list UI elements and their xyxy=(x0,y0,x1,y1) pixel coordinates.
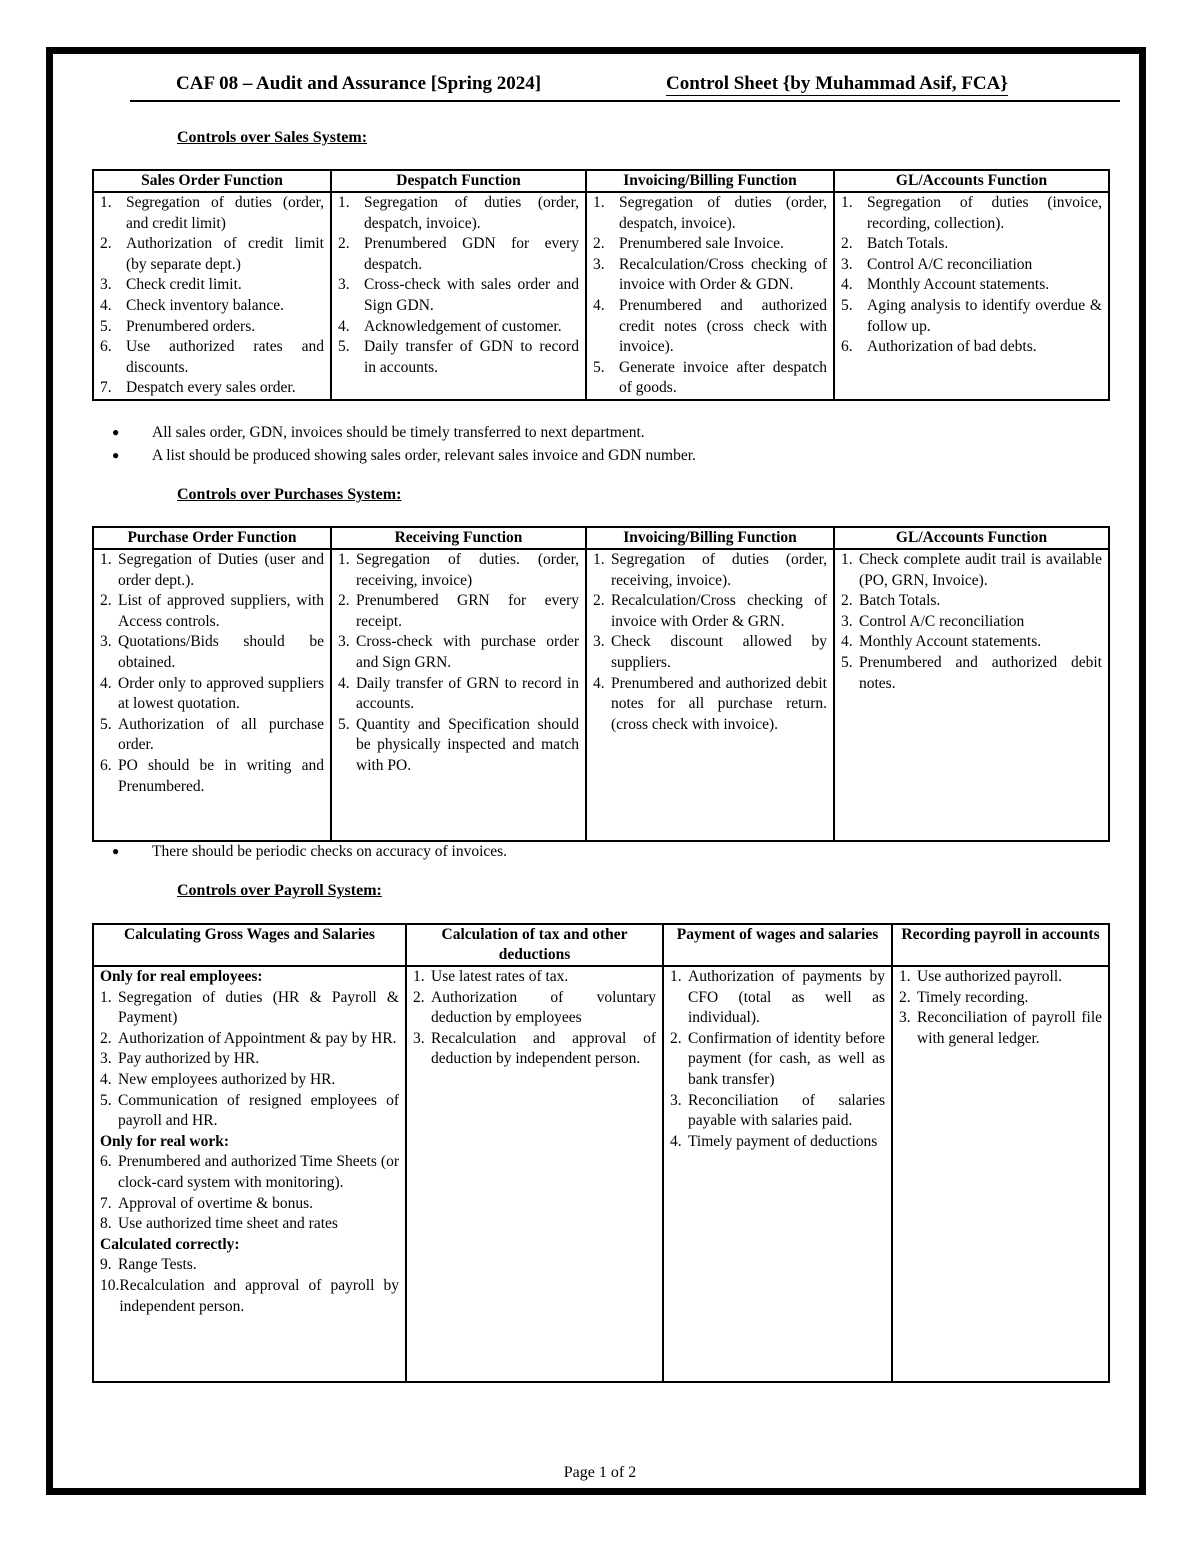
column-heading: Calculation of tax and other deductions xyxy=(406,924,663,966)
item-number: 1. xyxy=(841,551,853,568)
item-text: Segregation of duties (order, despatch, invoice). xyxy=(364,194,579,232)
numbered-list xyxy=(338,550,579,777)
item-text: Check inventory balance. xyxy=(126,296,284,314)
item-number: 1. xyxy=(670,968,682,985)
list-item xyxy=(100,674,324,715)
item-text: Prenumbered orders. xyxy=(126,317,256,335)
item-number: 1. xyxy=(593,194,605,211)
list-item xyxy=(899,967,1102,988)
item-number: 2. xyxy=(100,235,112,253)
item-number: 4. xyxy=(841,633,853,651)
item-number: 3. xyxy=(100,633,112,651)
item-text: Reconciliation of salaries payable with salaries paid. xyxy=(688,1091,885,1130)
list-item xyxy=(593,632,827,673)
list-item xyxy=(338,234,579,275)
item-number: 3. xyxy=(593,255,605,273)
list-item xyxy=(841,591,1102,612)
invoicing-cell xyxy=(586,192,834,400)
list-item xyxy=(338,550,579,591)
purchases-controls-table xyxy=(92,526,1110,842)
item-text: Segregation of duties (HR & Payroll & Payment) xyxy=(118,988,399,1027)
item-text: Authorization of payments by CFO (total as well as individual). xyxy=(688,968,885,1027)
numbered-list xyxy=(593,193,827,399)
list-item xyxy=(100,378,324,399)
item-text: Order only to approved suppliers at lowest quotation. xyxy=(118,674,324,713)
column-heading: Invoicing/Billing Function xyxy=(586,527,834,549)
list-item xyxy=(841,255,1102,276)
group-heading: Only for real employees: xyxy=(100,968,263,985)
item-text: Prenumbered and authorized credit notes (cross check with invoice). xyxy=(619,296,827,356)
item-text: List of approved suppliers, with Access controls. xyxy=(118,592,324,630)
list-item xyxy=(841,275,1102,296)
list-item xyxy=(338,317,579,338)
item-number: 3. xyxy=(338,633,350,651)
tax-deductions-cell xyxy=(406,966,663,1382)
item-text: Batch Totals. xyxy=(867,235,949,253)
list-item xyxy=(100,550,324,591)
list-item xyxy=(338,674,579,715)
numbered-list xyxy=(100,1152,399,1234)
item-number: 2. xyxy=(338,592,350,610)
list-item xyxy=(338,632,579,673)
column-heading: Receiving Function xyxy=(331,527,586,549)
list-item: ● A list should be produced showing sales order, relevant sales invoice and GDN number. xyxy=(112,444,696,467)
item-number: 2. xyxy=(841,592,853,610)
list-item xyxy=(899,1008,1102,1049)
column-heading: GL/Accounts Function xyxy=(834,527,1109,549)
list-item xyxy=(100,1070,399,1091)
column-heading: Invoicing/Billing Function xyxy=(586,170,834,192)
numbered-list xyxy=(413,967,656,1070)
item-number: 2. xyxy=(413,988,425,1006)
item-text: Monthly Account statements. xyxy=(867,276,1050,294)
list-item xyxy=(413,967,656,988)
list-item xyxy=(100,1255,399,1276)
item-number: 7. xyxy=(100,379,112,397)
item-number: 6. xyxy=(100,338,112,356)
list-item xyxy=(841,296,1102,337)
item-text: Segregation of duties (order, despatch, invoice). xyxy=(619,194,827,232)
item-number: 3. xyxy=(841,255,853,273)
item-text: Acknowledgement of customer. xyxy=(364,317,562,335)
numbered-list xyxy=(100,193,324,399)
receiving-cell xyxy=(331,549,586,841)
list-item xyxy=(100,317,324,338)
item-number: 1. xyxy=(338,551,350,568)
item-text: Prenumbered GDN for every despatch. xyxy=(364,235,579,273)
list-item xyxy=(338,715,579,777)
note-text: All sales order, GDN, invoices should be timely transferred to next department. xyxy=(152,424,645,441)
header-sheet-title: Control Sheet {by Muhammad Asif, FCA} xyxy=(666,73,1008,94)
item-number: 3. xyxy=(338,276,350,294)
list-item: ● There should be periodic checks on accuracy of invoices. xyxy=(112,840,507,863)
item-text: Generate invoice after despatch of goods. xyxy=(619,358,827,397)
purchases-notes xyxy=(112,840,507,863)
gl-accounts-cell xyxy=(834,192,1109,400)
list-item xyxy=(413,988,656,1029)
item-number: 4. xyxy=(100,674,112,692)
item-number: 1. xyxy=(100,988,112,1006)
sales-order-cell xyxy=(93,192,331,400)
item-number: 3. xyxy=(100,276,112,294)
item-text: Segregation of duties (invoice, recording, collection). xyxy=(867,194,1102,232)
list-item xyxy=(338,591,579,632)
item-text: Despatch every sales order. xyxy=(126,379,296,397)
list-item xyxy=(100,234,324,275)
list-item xyxy=(841,193,1102,234)
item-number: 4. xyxy=(338,674,350,692)
item-number: 5. xyxy=(100,715,112,733)
item-number: 4. xyxy=(338,317,350,335)
item-number: 3. xyxy=(670,1091,682,1109)
item-text: Monthly Account statements. xyxy=(859,633,1042,651)
item-number: 6. xyxy=(100,1153,112,1171)
numbered-list xyxy=(100,988,399,1132)
item-text: Use latest rates of tax. xyxy=(431,968,569,985)
item-number: 5. xyxy=(338,715,350,733)
item-number: 4. xyxy=(593,296,605,314)
item-number: 6. xyxy=(100,756,112,774)
item-text: Recalculation/Cross checking of invoice with Order & GDN. xyxy=(619,255,827,294)
page-header xyxy=(130,73,1120,102)
column-heading: Calculating Gross Wages and Salaries xyxy=(93,924,406,966)
sales-body-row xyxy=(93,192,1109,400)
list-item xyxy=(841,234,1102,255)
item-text: Segregation of duties (order, receiving, invoice). xyxy=(611,551,827,589)
item-number: 2. xyxy=(593,235,605,253)
numbered-list xyxy=(670,967,885,1152)
note-text: A list should be produced showing sales order, relevant sales invoice and GDN number. xyxy=(152,447,696,464)
item-text: Quantity and Specification should be physically inspected and match with PO. xyxy=(356,715,579,774)
item-text: Segregation of duties (order, and credit limit) xyxy=(126,194,324,232)
item-number: 2. xyxy=(338,235,350,253)
item-text: Approval of overtime & bonus. xyxy=(118,1194,314,1212)
item-text: Authorization of bad debts. xyxy=(867,338,1037,356)
item-text: Prenumbered and authorized debit notes for all purchase return. (cross check with invoice). xyxy=(611,674,827,733)
list-item xyxy=(841,550,1102,591)
list-item xyxy=(100,337,324,378)
item-number: 8. xyxy=(100,1215,112,1233)
invoicing-cell xyxy=(586,549,834,841)
item-text: Confirmation of identity before payment (for cash, as well as bank transfer) xyxy=(688,1029,885,1088)
item-number: 3. xyxy=(593,633,605,651)
item-number: 4. xyxy=(841,276,853,294)
item-text: Check credit limit. xyxy=(126,276,242,294)
page-number: Page 1 of 2 xyxy=(563,1464,637,1481)
column-heading: GL/Accounts Function xyxy=(834,170,1109,192)
list-item xyxy=(670,1029,885,1091)
list-item xyxy=(100,275,324,296)
item-text: Range Tests. xyxy=(118,1256,197,1274)
list-item: ● All sales order, GDN, invoices should be timely transferred to next department. xyxy=(112,421,696,444)
item-text: Segregation of duties. (order, receiving, invoice) xyxy=(356,551,579,589)
item-number: 2. xyxy=(899,988,911,1006)
item-number: 9. xyxy=(100,1256,112,1274)
item-text: Quotations/Bids should be obtained. xyxy=(118,633,324,671)
item-text: Aging analysis to identify overdue & follow up. xyxy=(867,296,1102,335)
item-number: 4. xyxy=(100,1070,112,1088)
list-item xyxy=(100,632,324,673)
item-number: 2. xyxy=(100,592,112,610)
item-text: Authorization of credit limit (by separate dept.) xyxy=(126,235,324,273)
list-item xyxy=(593,674,827,736)
recording-cell xyxy=(892,966,1109,1382)
list-item xyxy=(841,612,1102,633)
item-number: 1. xyxy=(841,194,853,211)
list-item xyxy=(100,1194,399,1215)
item-number: 3. xyxy=(100,1050,112,1068)
item-number: 3. xyxy=(899,1009,911,1027)
item-text: Authorization of all purchase order. xyxy=(118,715,324,754)
list-item xyxy=(338,337,579,378)
list-item xyxy=(338,275,579,316)
numbered-list xyxy=(841,550,1102,694)
item-text: Recalculation and approval of deduction by independent person. xyxy=(431,1029,656,1068)
numbered-list xyxy=(841,193,1102,358)
item-number: 1. xyxy=(899,968,911,985)
list-item xyxy=(593,193,827,234)
column-heading: Recording payroll in accounts xyxy=(892,924,1109,966)
item-number: 10. xyxy=(100,1276,120,1294)
list-item xyxy=(100,715,324,756)
item-text: Recalculation and approval of payroll by independent person. xyxy=(119,1276,399,1315)
item-number: 2. xyxy=(593,592,605,610)
item-text: Pay authorized by HR. xyxy=(118,1050,260,1068)
item-number: 1. xyxy=(100,194,112,211)
purchases-body-row xyxy=(93,549,1109,841)
list-item xyxy=(593,255,827,296)
item-text: Control A/C reconciliation xyxy=(859,612,1025,630)
numbered-list xyxy=(100,1255,399,1317)
column-heading: Purchase Order Function xyxy=(93,527,331,549)
list-item xyxy=(100,988,399,1029)
item-text: Prenumbered and authorized Time Sheets (or clock-card system with monitoring). xyxy=(118,1153,399,1191)
numbered-list xyxy=(899,967,1102,1049)
list-item xyxy=(593,591,827,632)
list-item xyxy=(670,1132,885,1153)
payroll-section-title: Controls over Payroll System: xyxy=(177,882,382,899)
item-text: Recalculation/Cross checking of invoice with Order & GRN. xyxy=(611,592,827,630)
list-item xyxy=(100,591,324,632)
item-number: 5. xyxy=(593,358,605,376)
despatch-cell xyxy=(331,192,586,400)
item-number: 4. xyxy=(670,1132,682,1150)
item-number: 6. xyxy=(841,338,853,356)
item-number: 1. xyxy=(100,551,112,568)
payment-cell xyxy=(663,966,892,1382)
item-number: 5. xyxy=(841,296,853,314)
column-heading: Despatch Function xyxy=(331,170,586,192)
list-item xyxy=(899,988,1102,1009)
item-number: 2. xyxy=(100,1029,112,1047)
list-item xyxy=(100,1029,399,1050)
item-number: 2. xyxy=(841,235,853,253)
item-number: 2. xyxy=(670,1029,682,1047)
item-text: Control A/C reconciliation xyxy=(867,255,1033,273)
item-text: Batch Totals. xyxy=(859,592,941,610)
item-text: Use authorized time sheet and rates xyxy=(118,1215,338,1233)
list-item xyxy=(841,337,1102,358)
item-number: 5. xyxy=(841,653,853,671)
purchases-section-title: Controls over Purchases System: xyxy=(177,486,402,503)
payroll-controls-table xyxy=(92,923,1110,1383)
item-text: Segregation of Duties (user and order dept.). xyxy=(118,551,324,589)
column-heading: Sales Order Function xyxy=(93,170,331,192)
group-heading: Only for real work: xyxy=(100,1132,230,1150)
item-text: Daily transfer of GDN to record in accounts. xyxy=(364,338,579,376)
numbered-list xyxy=(593,550,827,735)
purchase-order-cell xyxy=(93,549,331,841)
item-text: PO should be in writing and Prenumbered. xyxy=(118,756,324,795)
list-item xyxy=(100,1276,399,1317)
note-text: There should be periodic checks on accuracy of invoices. xyxy=(152,843,508,860)
sales-controls-table xyxy=(92,169,1110,401)
sales-notes xyxy=(112,421,696,467)
list-item xyxy=(593,296,827,358)
gross-wages-cell xyxy=(93,966,406,1382)
item-number: 5. xyxy=(100,1091,112,1109)
item-text: Cross-check with purchase order and Sign GRN. xyxy=(356,633,579,671)
purchases-header-row xyxy=(93,527,1109,549)
list-item xyxy=(841,632,1102,653)
item-number: 4. xyxy=(593,674,605,692)
list-item xyxy=(670,967,885,1029)
column-heading: Payment of wages and salaries xyxy=(663,924,892,966)
list-item xyxy=(100,1091,399,1132)
item-text: Timely payment of deductions xyxy=(688,1132,878,1150)
numbered-list xyxy=(100,550,324,797)
item-number: 5. xyxy=(338,338,350,356)
item-text: Daily transfer of GRN to record in accounts. xyxy=(356,674,579,713)
item-text: Authorization of Appointment & pay by HR. xyxy=(118,1029,397,1047)
item-text: Reconciliation of payroll file with general ledger. xyxy=(917,1009,1102,1047)
item-text: Check complete audit trail is available (PO, GRN, Invoice). xyxy=(859,551,1102,589)
list-item xyxy=(338,193,579,234)
list-item xyxy=(841,653,1102,694)
item-number: 4. xyxy=(100,296,112,314)
item-number: 3. xyxy=(413,1029,425,1047)
list-item xyxy=(100,1152,399,1193)
gl-accounts-cell xyxy=(834,549,1109,841)
item-text: Authorization of voluntary deduction by employees xyxy=(431,988,656,1027)
sales-section-title: Controls over Sales System: xyxy=(177,129,368,146)
item-text: Use authorized payroll. xyxy=(917,968,1063,985)
item-text: Cross-check with sales order and Sign GDN. xyxy=(364,276,579,314)
list-item xyxy=(100,756,324,797)
list-item xyxy=(593,358,827,399)
item-text: Communication of resigned employees of payroll and HR. xyxy=(118,1091,399,1130)
sales-header-row xyxy=(93,170,1109,192)
list-item xyxy=(670,1091,885,1132)
list-item xyxy=(100,193,324,234)
numbered-list xyxy=(338,193,579,378)
item-text: New employees authorized by HR. xyxy=(118,1070,336,1088)
header-course-title: CAF 08 – Audit and Assurance [Spring 2024] xyxy=(176,73,542,94)
item-number: 1. xyxy=(413,968,425,985)
payroll-body-row xyxy=(93,966,1109,1382)
item-text: Timely recording. xyxy=(917,988,1029,1006)
list-item xyxy=(100,296,324,317)
item-number: 3. xyxy=(841,612,853,630)
item-text: Check discount allowed by suppliers. xyxy=(611,633,827,671)
list-item xyxy=(100,1214,399,1235)
item-number: 1. xyxy=(338,194,350,211)
item-text: Prenumbered and authorized debit notes. xyxy=(859,653,1102,692)
list-item xyxy=(100,1049,399,1070)
list-item xyxy=(413,1029,656,1070)
item-number: 1. xyxy=(593,551,605,568)
group-heading: Calculated correctly: xyxy=(100,1235,240,1253)
item-number: 5. xyxy=(100,317,112,335)
item-text: Prenumbered GRN for every receipt. xyxy=(356,592,579,630)
list-item xyxy=(593,550,827,591)
item-text: Prenumbered sale Invoice. xyxy=(619,235,784,253)
item-text: Use authorized rates and discounts. xyxy=(126,338,324,376)
payroll-header-row xyxy=(93,924,1109,966)
item-number: 7. xyxy=(100,1194,112,1212)
list-item xyxy=(593,234,827,255)
